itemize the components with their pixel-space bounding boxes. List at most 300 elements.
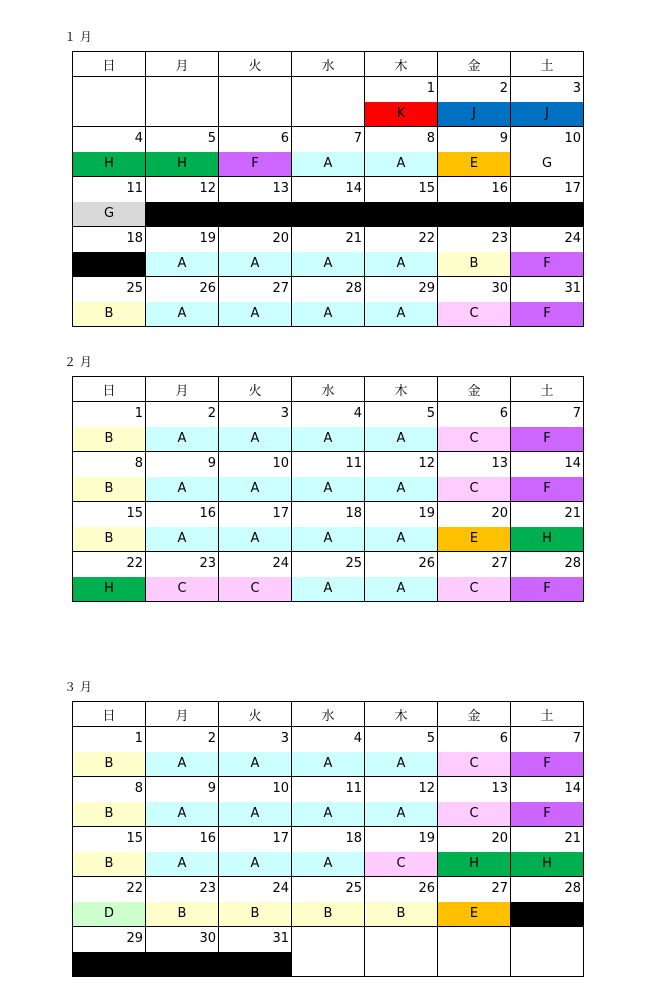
- day-cell[interactable]: [438, 127, 511, 177]
- day-cell[interactable]: [438, 502, 511, 552]
- day-cell-content: [146, 177, 218, 226]
- day-number: 28: [564, 556, 581, 571]
- shift-label: C: [438, 752, 510, 776]
- shift-label: A: [365, 152, 437, 176]
- day-number: 1: [426, 81, 435, 96]
- day-cell[interactable]: [146, 727, 219, 777]
- day-cell-content: [292, 127, 364, 176]
- day-number: 24: [272, 556, 289, 571]
- day-number: 22: [126, 881, 143, 896]
- day-cell[interactable]: [73, 177, 146, 227]
- day-cell[interactable]: [365, 777, 438, 827]
- day-cell[interactable]: [146, 927, 219, 977]
- day-cell[interactable]: [219, 452, 292, 502]
- shift-label: A: [292, 477, 364, 501]
- day-cell-content: [292, 927, 364, 976]
- shift-label: B: [438, 252, 510, 276]
- day-cell[interactable]: [511, 552, 584, 602]
- day-cell-content: [146, 552, 218, 601]
- day-number: 14: [564, 456, 581, 471]
- week-row: [73, 827, 584, 877]
- weekday-header: 日: [73, 52, 146, 77]
- day-cell-content: [511, 177, 583, 226]
- day-cell[interactable]: [73, 227, 146, 277]
- shift-label: [146, 202, 218, 226]
- day-cell[interactable]: [511, 402, 584, 452]
- day-number: 2: [207, 731, 216, 746]
- day-cell[interactable]: [511, 502, 584, 552]
- shift-label: A: [365, 252, 437, 276]
- shift-label: A: [292, 302, 364, 326]
- day-number: 18: [345, 831, 362, 846]
- month-calendar-table: [72, 701, 584, 977]
- weekday-header: 土: [511, 52, 584, 77]
- shift-label: B: [73, 752, 145, 776]
- weekday-header: 土: [511, 702, 584, 727]
- day-cell[interactable]: [438, 727, 511, 777]
- day-cell[interactable]: [365, 502, 438, 552]
- day-cell[interactable]: [146, 127, 219, 177]
- day-number: 2: [499, 81, 508, 96]
- week-row: [73, 227, 584, 277]
- week-row: [73, 177, 584, 227]
- day-cell[interactable]: [438, 827, 511, 877]
- empty-cell: [219, 77, 292, 127]
- day-cell[interactable]: [73, 552, 146, 602]
- day-cell-content: [146, 227, 218, 276]
- day-cell-content: [73, 227, 145, 276]
- day-number: 8: [134, 781, 143, 796]
- day-number: 4: [353, 731, 362, 746]
- day-number: 30: [491, 281, 508, 296]
- shift-label: A: [365, 752, 437, 776]
- day-number: 31: [564, 281, 581, 296]
- day-cell[interactable]: [292, 452, 365, 502]
- day-cell-content: [219, 177, 291, 226]
- day-cell-content: [219, 777, 291, 826]
- shift-label: K: [365, 102, 437, 126]
- day-cell-content: [73, 827, 145, 876]
- day-cell[interactable]: [146, 552, 219, 602]
- shift-label: A: [146, 752, 218, 776]
- day-cell-content: [438, 177, 510, 226]
- day-cell[interactable]: [146, 502, 219, 552]
- shift-label: [511, 902, 583, 926]
- day-cell[interactable]: [365, 827, 438, 877]
- weekday-header: 金: [438, 52, 511, 77]
- shift-label: A: [219, 852, 291, 876]
- day-cell-content: [292, 452, 364, 501]
- day-number: 28: [345, 281, 362, 296]
- week-row: [73, 927, 584, 977]
- day-cell[interactable]: [219, 877, 292, 927]
- day-cell[interactable]: [365, 227, 438, 277]
- day-cell-content: [146, 927, 218, 976]
- shift-label: B: [73, 302, 145, 326]
- day-cell-content: [219, 77, 291, 126]
- day-cell[interactable]: [292, 502, 365, 552]
- day-cell[interactable]: [511, 127, 584, 177]
- day-cell[interactable]: [219, 127, 292, 177]
- day-cell[interactable]: [292, 552, 365, 602]
- month-calendar-table: [72, 376, 584, 602]
- shift-label: [511, 202, 583, 226]
- day-cell[interactable]: [73, 452, 146, 502]
- shift-label: A: [146, 527, 218, 551]
- shift-label: E: [438, 152, 510, 176]
- day-number: 20: [491, 506, 508, 521]
- shift-label: A: [365, 802, 437, 826]
- day-number: 1: [134, 731, 143, 746]
- weekday-header: 水: [292, 702, 365, 727]
- day-cell[interactable]: [438, 77, 511, 127]
- day-cell[interactable]: [438, 177, 511, 227]
- day-cell[interactable]: [365, 552, 438, 602]
- day-cell[interactable]: [511, 727, 584, 777]
- shift-label: A: [292, 252, 364, 276]
- weekday-header: 土: [511, 377, 584, 402]
- day-cell[interactable]: [146, 777, 219, 827]
- shift-label: [438, 202, 510, 226]
- day-number: 29: [418, 281, 435, 296]
- day-cell[interactable]: [146, 402, 219, 452]
- day-cell-content: [73, 552, 145, 601]
- day-cell[interactable]: [292, 177, 365, 227]
- day-cell[interactable]: [219, 927, 292, 977]
- day-cell[interactable]: [365, 127, 438, 177]
- shift-label: A: [219, 802, 291, 826]
- day-cell-content: [365, 452, 437, 501]
- day-number: 27: [491, 881, 508, 896]
- day-number: 9: [207, 456, 216, 471]
- shift-label: F: [511, 802, 583, 826]
- day-cell-content: [146, 827, 218, 876]
- day-cell[interactable]: [292, 827, 365, 877]
- day-cell-content: [365, 777, 437, 826]
- day-number: 15: [126, 831, 143, 846]
- day-number: 6: [499, 731, 508, 746]
- day-cell[interactable]: [365, 877, 438, 927]
- shift-label: F: [511, 252, 583, 276]
- day-cell-content: [438, 777, 510, 826]
- day-cell-content: [511, 502, 583, 551]
- day-cell[interactable]: [365, 727, 438, 777]
- day-cell[interactable]: [73, 777, 146, 827]
- day-cell-content: [73, 77, 145, 126]
- day-cell[interactable]: [438, 452, 511, 502]
- shift-label: C: [438, 477, 510, 501]
- shift-label: H: [438, 852, 510, 876]
- weekday-header-row: [73, 377, 584, 402]
- shift-label: B: [73, 427, 145, 451]
- day-cell-content: [73, 402, 145, 451]
- day-cell[interactable]: [73, 927, 146, 977]
- day-cell-content: [73, 777, 145, 826]
- shift-label: F: [511, 577, 583, 601]
- shift-label: A: [146, 252, 218, 276]
- shift-label: A: [292, 852, 364, 876]
- day-number: 11: [345, 781, 362, 796]
- shift-label: A: [292, 752, 364, 776]
- day-cell[interactable]: [219, 727, 292, 777]
- shift-label: F: [511, 302, 583, 326]
- day-cell[interactable]: [511, 827, 584, 877]
- day-cell[interactable]: [292, 277, 365, 327]
- day-cell[interactable]: [365, 402, 438, 452]
- week-row: [73, 502, 584, 552]
- day-number: 15: [418, 181, 435, 196]
- day-cell-content: [365, 502, 437, 551]
- day-cell-content: [146, 452, 218, 501]
- day-cell[interactable]: [438, 277, 511, 327]
- day-cell[interactable]: [292, 877, 365, 927]
- day-number: 10: [564, 131, 581, 146]
- day-cell-content: [292, 827, 364, 876]
- day-cell-content: [438, 277, 510, 326]
- shift-label: E: [438, 902, 510, 926]
- day-cell[interactable]: [73, 502, 146, 552]
- day-number: 27: [491, 556, 508, 571]
- shift-label: C: [438, 577, 510, 601]
- day-cell-content: [511, 227, 583, 276]
- day-cell[interactable]: [438, 877, 511, 927]
- day-number: 12: [418, 456, 435, 471]
- day-cell-content: [365, 127, 437, 176]
- day-number: 17: [272, 831, 289, 846]
- day-cell-content: [438, 452, 510, 501]
- day-cell[interactable]: [146, 877, 219, 927]
- day-number: 26: [199, 281, 216, 296]
- day-cell-content: [146, 877, 218, 926]
- shift-label: [219, 202, 291, 226]
- day-number: 20: [491, 831, 508, 846]
- day-cell[interactable]: [511, 77, 584, 127]
- day-cell-content: [511, 402, 583, 451]
- shift-label: A: [365, 477, 437, 501]
- empty-cell: [365, 927, 438, 977]
- shift-label: A: [292, 152, 364, 176]
- shift-label: H: [146, 152, 218, 176]
- shift-label: E: [438, 527, 510, 551]
- day-cell[interactable]: [219, 277, 292, 327]
- day-cell[interactable]: [365, 277, 438, 327]
- day-cell-content: [511, 877, 583, 926]
- shift-label: B: [365, 902, 437, 926]
- empty-cell: [292, 77, 365, 127]
- day-cell[interactable]: [365, 177, 438, 227]
- shift-label: A: [219, 752, 291, 776]
- weekday-header: 月: [146, 702, 219, 727]
- day-cell-content: [365, 77, 437, 126]
- day-cell[interactable]: [292, 402, 365, 452]
- day-number: 30: [199, 931, 216, 946]
- day-number: 13: [491, 456, 508, 471]
- day-number: 8: [426, 131, 435, 146]
- day-cell[interactable]: [438, 227, 511, 277]
- day-cell[interactable]: [438, 402, 511, 452]
- day-cell[interactable]: [146, 452, 219, 502]
- week-row: [73, 452, 584, 502]
- shift-label: A: [365, 577, 437, 601]
- shift-label: F: [219, 152, 291, 176]
- day-number: 13: [491, 781, 508, 796]
- shift-label: C: [365, 852, 437, 876]
- day-number: 17: [272, 506, 289, 521]
- weekday-header: 木: [365, 377, 438, 402]
- shift-label: A: [365, 302, 437, 326]
- day-number: 12: [199, 181, 216, 196]
- shift-label: [219, 952, 291, 976]
- day-cell-content: [292, 552, 364, 601]
- day-cell[interactable]: [146, 227, 219, 277]
- day-cell[interactable]: [511, 452, 584, 502]
- day-cell[interactable]: [73, 827, 146, 877]
- day-number: 14: [345, 181, 362, 196]
- shift-label: A: [146, 802, 218, 826]
- day-cell-content: [511, 277, 583, 326]
- day-number: 28: [564, 881, 581, 896]
- day-cell[interactable]: [146, 177, 219, 227]
- day-cell[interactable]: [511, 177, 584, 227]
- week-row: [73, 77, 584, 127]
- shift-label: C: [438, 802, 510, 826]
- day-cell[interactable]: [219, 827, 292, 877]
- day-cell-content: [511, 927, 583, 976]
- day-cell[interactable]: [292, 127, 365, 177]
- day-number: 20: [272, 231, 289, 246]
- shift-label: B: [73, 477, 145, 501]
- day-cell-content: [438, 502, 510, 551]
- day-cell[interactable]: [73, 127, 146, 177]
- day-cell-content: [219, 827, 291, 876]
- day-number: 13: [272, 181, 289, 196]
- day-number: 18: [126, 231, 143, 246]
- day-cell-content: [146, 402, 218, 451]
- day-number: 7: [353, 131, 362, 146]
- day-cell-content: [365, 877, 437, 926]
- day-cell[interactable]: [73, 727, 146, 777]
- week-row: [73, 777, 584, 827]
- day-cell[interactable]: [365, 77, 438, 127]
- day-cell[interactable]: [73, 877, 146, 927]
- day-cell-content: [73, 127, 145, 176]
- day-cell-content: [146, 502, 218, 551]
- day-cell[interactable]: [146, 277, 219, 327]
- day-cell[interactable]: [365, 452, 438, 502]
- day-cell[interactable]: [292, 227, 365, 277]
- week-row: [73, 277, 584, 327]
- day-number: 22: [126, 556, 143, 571]
- day-number: 2: [207, 406, 216, 421]
- day-cell-content: [292, 727, 364, 776]
- day-cell-content: [219, 927, 291, 976]
- day-cell-content: [365, 927, 437, 976]
- shift-label: J: [511, 102, 583, 126]
- day-cell[interactable]: [219, 402, 292, 452]
- day-cell[interactable]: [292, 727, 365, 777]
- empty-cell: [146, 77, 219, 127]
- day-number: 3: [280, 731, 289, 746]
- day-cell-content: [292, 227, 364, 276]
- day-cell[interactable]: [438, 552, 511, 602]
- empty-cell: [438, 927, 511, 977]
- day-number: 21: [564, 506, 581, 521]
- day-number: 5: [207, 131, 216, 146]
- day-number: 3: [280, 406, 289, 421]
- day-cell-content: [511, 452, 583, 501]
- shift-label: H: [73, 577, 145, 601]
- shift-label: D: [73, 902, 145, 926]
- day-number: 21: [564, 831, 581, 846]
- month-title: ３ 月: [64, 680, 92, 694]
- day-cell-content: [438, 877, 510, 926]
- shift-label: H: [511, 527, 583, 551]
- day-cell-content: [511, 827, 583, 876]
- day-cell-content: [219, 402, 291, 451]
- day-cell[interactable]: [511, 277, 584, 327]
- day-cell-content: [365, 177, 437, 226]
- day-number: 15: [126, 506, 143, 521]
- day-number: 16: [199, 831, 216, 846]
- day-cell-content: [219, 127, 291, 176]
- weekday-header: 火: [219, 377, 292, 402]
- week-row: [73, 877, 584, 927]
- day-cell[interactable]: [73, 277, 146, 327]
- day-number: 21: [345, 231, 362, 246]
- day-number: 16: [491, 181, 508, 196]
- shift-label: H: [511, 852, 583, 876]
- day-cell[interactable]: [292, 777, 365, 827]
- day-cell-content: [365, 552, 437, 601]
- day-cell-content: [511, 777, 583, 826]
- shift-label: [365, 202, 437, 226]
- day-cell-content: [292, 502, 364, 551]
- day-number: 9: [207, 781, 216, 796]
- day-cell[interactable]: [511, 777, 584, 827]
- day-cell-content: [365, 402, 437, 451]
- weekday-header: 水: [292, 52, 365, 77]
- day-cell-content: [219, 552, 291, 601]
- day-cell[interactable]: [219, 502, 292, 552]
- day-cell[interactable]: [73, 402, 146, 452]
- day-cell[interactable]: [219, 177, 292, 227]
- day-number: 19: [199, 231, 216, 246]
- shift-label: A: [219, 527, 291, 551]
- empty-cell: [511, 927, 584, 977]
- day-cell[interactable]: [219, 777, 292, 827]
- day-number: 18: [345, 506, 362, 521]
- shift-label: [73, 952, 145, 976]
- day-cell[interactable]: [511, 877, 584, 927]
- day-number: 25: [345, 881, 362, 896]
- shift-label: B: [73, 527, 145, 551]
- day-cell[interactable]: [438, 777, 511, 827]
- day-cell-content: [438, 827, 510, 876]
- day-number: 23: [491, 231, 508, 246]
- day-cell-content: [73, 177, 145, 226]
- day-cell[interactable]: [511, 227, 584, 277]
- day-number: 11: [126, 181, 143, 196]
- day-cell[interactable]: [219, 227, 292, 277]
- weekday-header-row: [73, 702, 584, 727]
- shift-label: B: [292, 902, 364, 926]
- day-cell-content: [73, 502, 145, 551]
- day-cell-content: [73, 927, 145, 976]
- shift-label: C: [438, 427, 510, 451]
- day-cell[interactable]: [219, 552, 292, 602]
- day-cell[interactable]: [146, 827, 219, 877]
- day-cell-content: [73, 452, 145, 501]
